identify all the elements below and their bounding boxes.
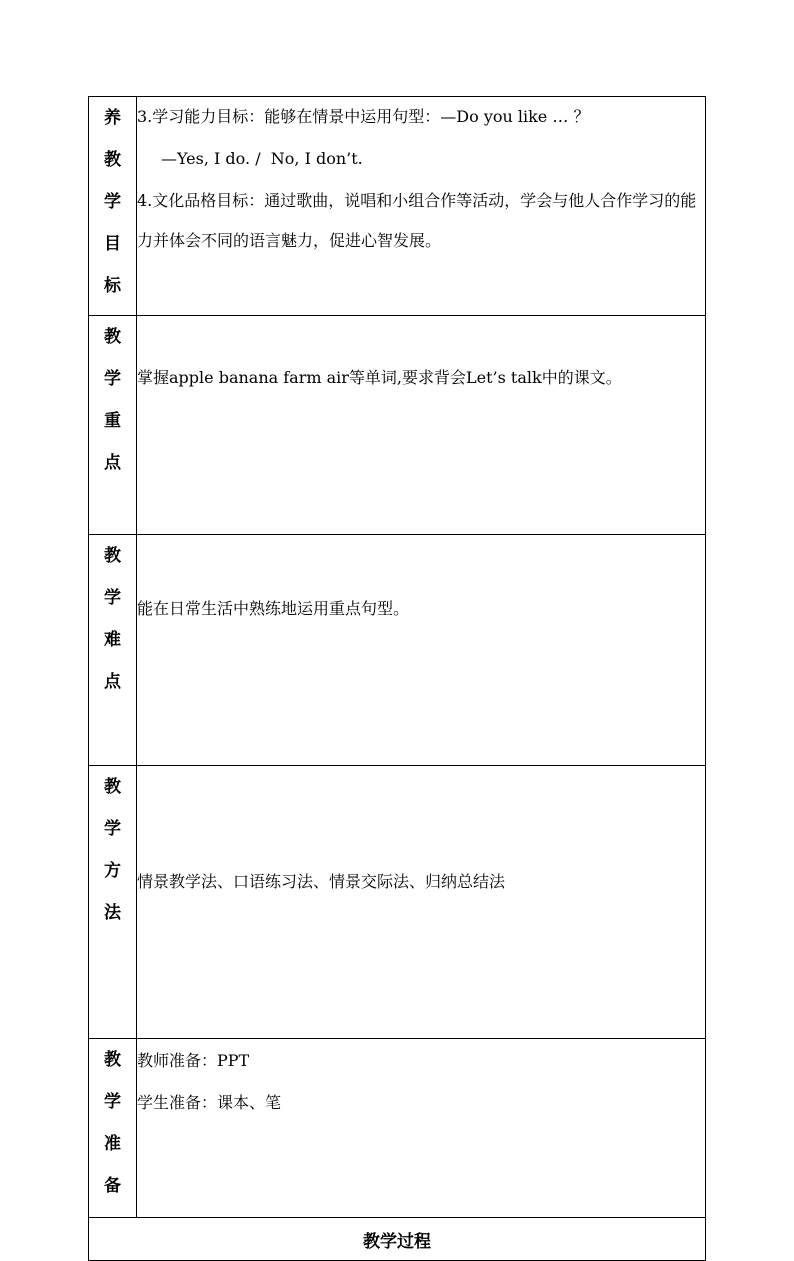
row-label-goals — [89, 97, 137, 316]
process-title: 教学过程 — [363, 1231, 431, 1252]
methods-text: 情景教学法、口语练习法、情景交际法、归纳总结法 — [137, 872, 506, 891]
label-char: 标 — [104, 276, 121, 296]
label-char: 教 — [104, 546, 121, 566]
label-char: 点 — [104, 453, 121, 473]
label-char: 目 — [104, 234, 121, 254]
label-char: 教 — [104, 1050, 121, 1070]
label-char: 学 — [104, 819, 121, 839]
table-row-methods — [89, 766, 706, 1039]
label-char: 学 — [104, 369, 121, 389]
goals-content — [137, 97, 706, 316]
table-row-process-header — [89, 1218, 706, 1261]
difficult-points-content — [137, 535, 706, 766]
table-row-goals — [89, 97, 706, 316]
label-char: 方 — [104, 861, 121, 881]
label-char: 学 — [104, 1092, 121, 1112]
process-header-cell — [89, 1218, 706, 1261]
label-char: 养 — [104, 108, 121, 128]
row-label-key-points — [89, 316, 137, 535]
label-char: 难 — [104, 630, 121, 650]
key-points-text: 掌握apple banana farm air等单词,要求背会Let’s talk中的课文。 — [137, 368, 622, 387]
row-label-difficult-points — [89, 535, 137, 766]
row-label-preparation — [89, 1039, 137, 1218]
lesson-plan-table — [88, 96, 706, 1261]
label-char: 教 — [104, 150, 121, 170]
label-char: 学 — [104, 588, 121, 608]
table-row-preparation — [89, 1039, 706, 1218]
goal-cultural-character: 4.文化品格目标：通过歌曲，说唱和小组合作等活动，学会与他人合作学习的能力并体会不同的语言魅力，促进心智发展。 — [137, 191, 697, 250]
table-row-difficult-points — [89, 535, 706, 766]
table-row-key-points — [89, 316, 706, 535]
label-char: 学 — [104, 192, 121, 212]
goal-learning-ability: 3.学习能力目标：能够在情景中运用句型：—Do you like … ？ — [137, 107, 590, 126]
methods-content — [137, 766, 706, 1039]
label-char: 法 — [104, 903, 121, 923]
row-label-methods — [89, 766, 137, 1039]
label-char: 重 — [104, 411, 121, 431]
student-preparation: 学生准备：课本、笔 — [137, 1093, 282, 1112]
difficult-points-text: 能在日常生活中熟练地运用重点句型。 — [137, 599, 410, 618]
label-char: 点 — [104, 672, 121, 692]
label-char: 备 — [104, 1176, 121, 1196]
key-points-content — [137, 316, 706, 535]
label-char: 教 — [104, 777, 121, 797]
goal-sentence-response: —Yes, I do. / No, I don’t. — [161, 149, 363, 168]
label-char: 准 — [104, 1134, 121, 1154]
teacher-preparation: 教师准备：PPT — [137, 1051, 250, 1070]
label-char: 教 — [104, 327, 121, 347]
preparation-content — [137, 1039, 706, 1218]
